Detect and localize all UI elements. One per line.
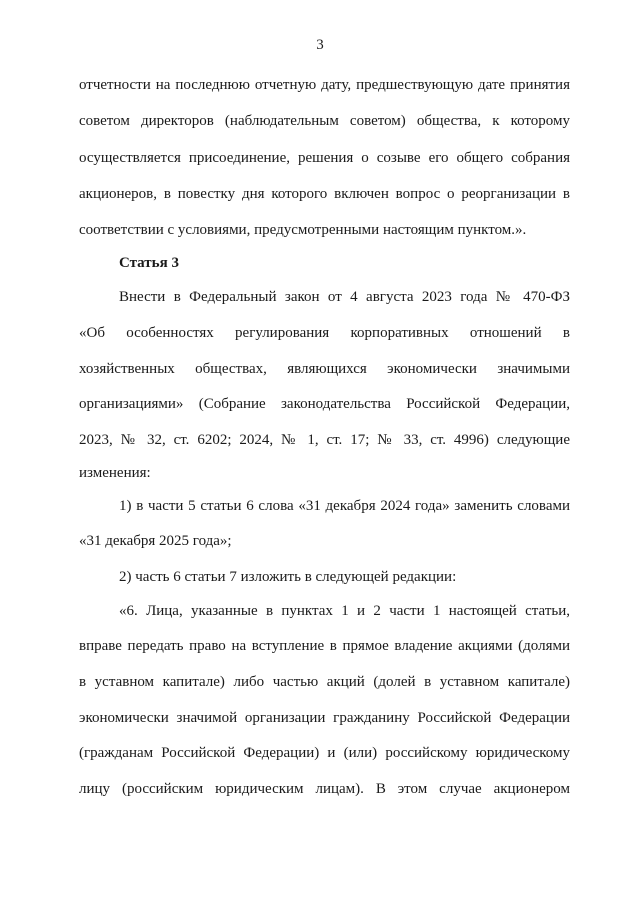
text-line: «6. Лица, указанные в пунктах 1 и 2 части 1 настоящей статьи, <box>119 603 570 619</box>
text-line: Внести в Федеральный закон от 4 августа 2023 года № 470-ФЗ <box>119 289 570 305</box>
text-line: 1) в части 5 статьи 6 слова «31 декабря 2024 года» заменить словами <box>119 498 570 514</box>
text-line: (гражданам Российской Федерации) и (или) российскому юридическому <box>79 745 570 761</box>
text-line: в уставном капитале) либо частью акций (долей в уставном капитале) <box>79 674 570 690</box>
text-line: лицу (российским юридическим лицам). В этом случае акционером <box>79 781 570 797</box>
text-line: экономически значимой организации гражданину Российской Федерации <box>79 710 570 726</box>
text-line: 2023, № 32, ст. 6202; 2024, № 1, ст. 17; № 33, ст. 4996) следующие <box>79 432 570 448</box>
text-line: вправе передать право на вступление в прямое владение акциями (долями <box>79 638 570 654</box>
text-line: советом директоров (наблюдательным советом) общества, к которому <box>79 113 570 129</box>
text-line: изменения: <box>79 465 151 481</box>
text-line: акционеров, в повестку дня которого включен вопрос о реорганизации в <box>79 186 570 202</box>
text-line: «31 декабря 2025 года»; <box>79 533 232 549</box>
text-line: соответствии с условиями, предусмотренными настоящим пунктом.». <box>79 222 527 238</box>
text-line: организациями» (Собрание законодательства Российской Федерации, <box>79 396 570 412</box>
text-line: осуществляется присоединение, решения о созыве его общего собрания <box>79 150 570 166</box>
text-line: «Об особенностях регулирования корпоративных отношений в <box>79 325 570 341</box>
text-line: 2) часть 6 статьи 7 изложить в следующей редакции: <box>119 569 457 585</box>
page-number: 3 <box>316 37 324 53</box>
text-line: хозяйственных обществах, являющихся экономически значимыми <box>79 361 570 377</box>
text-line: отчетности на последнюю отчетную дату, предшествующую дате принятия <box>79 77 570 93</box>
article-heading: Статья 3 <box>119 255 179 271</box>
